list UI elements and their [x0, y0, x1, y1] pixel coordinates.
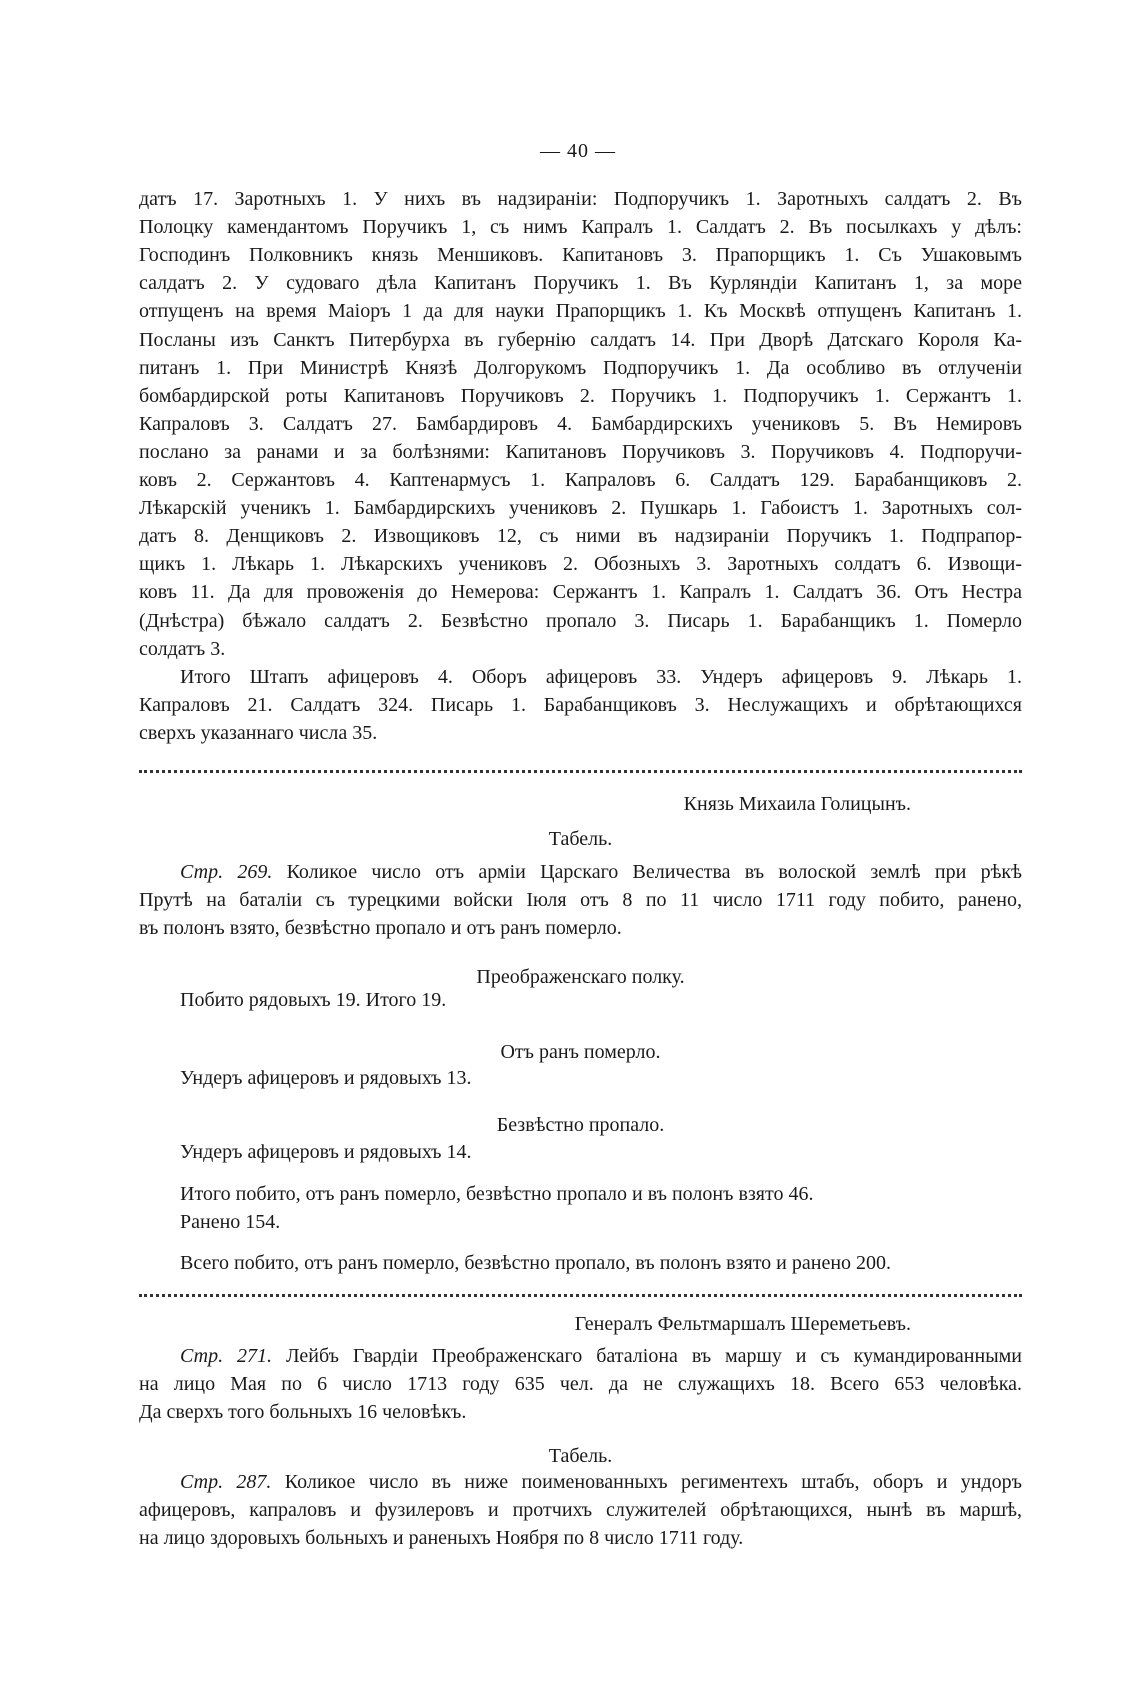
- signature: Генералъ Фельтмаршалъ Шереметьевъ.: [574, 1313, 911, 1335]
- subheading: Безвѣстно пропало.: [496, 1114, 665, 1136]
- paragraph-line: афицеровъ, капраловъ и фузилеровъ и протчихъ служителей обрѣтающихся, нынѣ въ маршѣ,: [139, 1499, 1022, 1522]
- paragraph-line: ковъ 11. Да для провоженія до Немерова: Сержантъ 1. Капралъ 1. Салдатъ 36. Отъ Нестра: [139, 581, 1022, 604]
- ellipsis-divider: [139, 1294, 1022, 1297]
- ellipsis-divider: [139, 770, 1022, 773]
- paragraph-line: салдатъ 2. У судоваго дѣла Капитанъ Поручикъ 1. Въ Курляндіи Капитанъ 1, за море: [139, 272, 1022, 295]
- paragraph-line: солдатъ 3.: [139, 637, 226, 660]
- section-heading: Табель.: [548, 1445, 613, 1467]
- paragraph-line: Капраловъ 21. Салдатъ 324. Писарь 1. Барабанщиковъ 3. Неслужащихъ и обрѣтающихся: [139, 694, 1022, 717]
- paragraph-line: въ полонъ взято, безвѣстно пропало и отъ ранъ померло.: [139, 917, 622, 940]
- paragraph-text: Лейбъ Гвардіи Преображенскаго баталіона въ маршу и съ кумандированными: [272, 1345, 1022, 1367]
- paragraph-line: Полоцку камендантомъ Поручикъ 1, съ нимъ Капралъ 1. Салдатъ 2. Въ посылкахъ у дѣлъ:: [139, 216, 1022, 239]
- paragraph-line: Итого Штапъ афицеровъ 4. Оборъ афицеровъ 33. Ундеръ афицеровъ 9. Лѣкарь 1.: [180, 666, 1022, 688]
- subheading: Преображенскаго полку.: [476, 966, 685, 988]
- page-reference: Стр. 271.: [180, 1345, 273, 1367]
- paragraph-line: (Днѣстра) бѣжало салдатъ 2. Безвѣстно пропало 3. Писарь 1. Барабанщикъ 1. Померло: [139, 609, 1022, 632]
- paragraph-line: на лицо Мая по 6 число 1713 году 635 чел. да не служащихъ 18. Всего 653 человѣка.: [139, 1373, 1022, 1396]
- paragraph-line: бомбардирской роты Капитановъ Поручиковъ 2. Поручикъ 1. Подпоручикъ 1. Сержантъ 1.: [139, 384, 1022, 407]
- paragraph-line: послано за ранами и за болѣзнями: Капитановъ Поручиковъ 3. Поручиковъ 4. Подпоручи-: [139, 440, 1022, 463]
- section-heading: Табель.: [548, 828, 613, 850]
- entry-line: Ранено 154.: [180, 1211, 281, 1233]
- paragraph-line: отпущенъ на время Маіоръ 1 да для науки Прапорщикъ 1. Къ Москвѣ отпущенъ Капитанъ 1.: [139, 300, 1022, 323]
- page-reference: Стр. 287.: [180, 1471, 272, 1493]
- signature: Князь Михаила Голицынъ.: [683, 793, 911, 815]
- entry-line: Всего побито, отъ ранъ померло, безвѣстно пропало, въ полонъ взято и ранено 200.: [180, 1252, 892, 1274]
- paragraph-line: Посланы изъ Санктъ Питербурха въ губернію салдатъ 14. При Дворѣ Датскаго Короля Ка-: [139, 328, 1022, 351]
- paragraph-line: датъ 17. Заротныхъ 1. У нихъ въ надзираніи: Подпоручикъ 1. Заротныхъ салдатъ 2. Въ: [139, 188, 1022, 210]
- paragraph-line: щикъ 1. Лѣкарь 1. Лѣкарскихъ учениковъ 2. Обозныхъ 3. Заротныхъ солдатъ 6. Извощи-: [139, 553, 1022, 576]
- paragraph-text: Коликое число въ ниже поименованныхъ региментехъ штабъ, оборъ и ундоръ: [271, 1471, 1022, 1493]
- paragraph-line: сверхъ указаннаго числа 35.: [139, 722, 378, 745]
- paragraph-line: Прутѣ на баталіи съ турецкими войски Іюля отъ 8 по 11 число 1711 году побито, ранено,: [139, 889, 1022, 912]
- paragraph-line: на лицо здоровыхъ больныхъ и раненыхъ Ноября по 8 число 1711 году.: [139, 1527, 744, 1550]
- paragraph-line: [180, 858, 1022, 886]
- paragraph-line: Лѣкарскій ученикъ 1. Бамбардирскихъ учениковъ 2. Пушкарь 1. Габоистъ 1. Заротныхъ сол-: [139, 497, 1022, 520]
- paragraph-line: питанъ 1. При Министрѣ Князѣ Долгорукомъ Подпоручикъ 1. Да особливо въ отлученіи: [139, 356, 1022, 379]
- subheading: Отъ ранъ померло.: [500, 1041, 661, 1063]
- page-reference: Стр. 269.: [180, 861, 273, 883]
- paragraph-line: Господинъ Полковникъ князь Меншиковъ. Капитановъ 3. Прапорщикъ 1. Съ Ушаковымъ: [139, 244, 1022, 267]
- paragraph-line: Да сверхъ того больныхъ 16 человѣкъ.: [139, 1401, 467, 1424]
- paragraph-line: Капраловъ 3. Салдатъ 27. Бамбардировъ 4. Бамбардирскихъ учениковъ 5. Въ Немировъ: [139, 412, 1022, 435]
- entry-line: Побито рядовыхъ 19. Итого 19.: [180, 989, 447, 1011]
- paragraph-line: [180, 1342, 1022, 1370]
- paragraph-line: датъ 8. Денщиковъ 2. Извощиковъ 12, съ ними въ надзираніи Поручикъ 1. Подпрапор-: [139, 525, 1022, 548]
- entry-line: Ундеръ афицеровъ и рядовыхъ 13.: [180, 1067, 472, 1089]
- paragraph-line: [180, 1468, 1022, 1496]
- entry-line: Итого побито, отъ ранъ померло, безвѣстно пропало и въ полонъ взято 46.: [180, 1183, 814, 1205]
- paragraph-text: Коликое число отъ арміи Царскаго Величества въ волоской землѣ при рѣкѣ: [272, 861, 1022, 883]
- entry-line: Ундеръ афицеровъ и рядовыхъ 14.: [180, 1141, 472, 1163]
- page-number: — 40 —: [540, 140, 616, 162]
- paragraph-line: ковъ 2. Сержантовъ 4. Каптенармусъ 1. Капраловъ 6. Салдатъ 129. Барабанщиковъ 2.: [139, 469, 1022, 491]
